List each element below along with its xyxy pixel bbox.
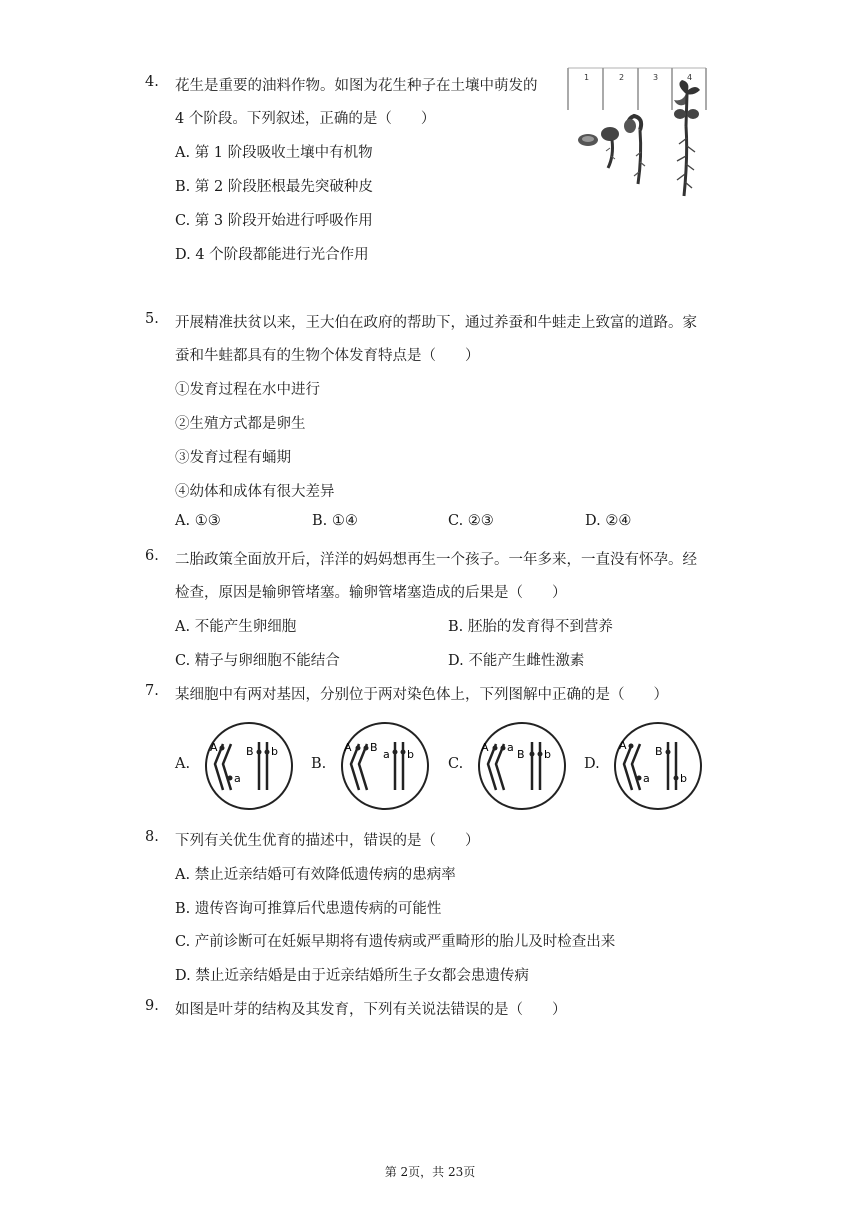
q6-stem-line2: 检查，原因是输卵管堵塞。输卵管堵塞造成的后果是（ ） xyxy=(175,585,567,601)
seed-stage-4 xyxy=(674,80,700,196)
cell-diagram-a xyxy=(203,720,295,812)
stage-label-4: 4 xyxy=(687,73,693,82)
stage-label-1: 1 xyxy=(584,73,590,82)
gene-label-A: A xyxy=(210,741,218,754)
q6-stem-line1: 二胎政策全面放开后，洋洋的妈妈想再生一个孩子。一年多来，一直没有怀孕。经 xyxy=(175,552,697,568)
q7-option-b-letter: B. xyxy=(311,756,327,772)
stage-label-3: 3 xyxy=(653,73,659,82)
cell-diagram-d xyxy=(612,720,704,812)
q6-option-b: B. 胚胎的发育得不到营养 xyxy=(448,619,613,635)
q7-option-c-letter: C. xyxy=(448,756,464,772)
q6-option-c: C. 精子与卵细胞不能结合 xyxy=(175,653,340,669)
gene-label-a: a xyxy=(383,748,390,761)
q9-stem-line1: 如图是叶芽的结构及其发育，下列有关说法错误的是（ ） xyxy=(175,1002,567,1018)
q5-statement-4: ④幼体和成体有很大差异 xyxy=(175,484,335,500)
gene-label-B: B xyxy=(655,745,663,758)
q8-number: 8. xyxy=(145,829,159,845)
gene-label-b: b xyxy=(407,748,414,761)
seed-stage-3 xyxy=(624,116,645,184)
q9-number: 9. xyxy=(145,998,159,1014)
peanut-germination-figure xyxy=(566,66,712,202)
q7-option-a-letter: A. xyxy=(175,756,191,772)
stage-label-2: 2 xyxy=(619,73,625,82)
gene-label-b: b xyxy=(680,772,687,785)
q8-option-a: A. 禁止近亲结婚可有效降低遗传病的患病率 xyxy=(175,867,456,883)
gene-label-a: a xyxy=(507,741,514,754)
gene-label-A: A xyxy=(344,741,352,754)
q5-statement-2: ②生殖方式都是卵生 xyxy=(175,416,306,432)
q5-statement-1: ①发育过程在水中进行 xyxy=(175,382,320,398)
gene-label-a: a xyxy=(234,772,241,785)
q4-stem-line1: 花生是重要的油料作物。如图为花生种子在土壤中萌发的 xyxy=(175,78,538,94)
gene-label-A: A xyxy=(619,739,627,752)
q4-option-d: D. 4 个阶段都能进行光合作用 xyxy=(175,247,369,263)
q7-option-d-letter: D. xyxy=(584,756,600,772)
q8-stem-line1: 下列有关优生优育的描述中，错误的是（ ） xyxy=(175,833,480,849)
q5-option-b: B. ①④ xyxy=(312,513,358,529)
seed-stage-1 xyxy=(578,134,598,146)
gene-label-A: A xyxy=(481,741,489,754)
q4-option-a: A. 第 1 阶段吸收土壤中有机物 xyxy=(175,145,373,161)
gene-label-B: B xyxy=(517,748,525,761)
cell-diagram-b xyxy=(339,720,431,812)
q5-option-a: A. ①③ xyxy=(175,513,221,529)
q8-option-b: B. 遗传咨询可推算后代患遗传病的可能性 xyxy=(175,901,442,917)
q4-option-c: C. 第 3 阶段开始进行呼吸作用 xyxy=(175,213,373,229)
q5-statement-3: ③发育过程有蛹期 xyxy=(175,450,291,466)
seed-stage-2 xyxy=(601,127,619,168)
q4-stem-line2: 4 个阶段。下列叙述，正确的是（ ） xyxy=(175,111,436,127)
gene-label-a: a xyxy=(643,772,650,785)
cell-diagram-c xyxy=(476,720,568,812)
q4-number: 4. xyxy=(145,74,159,90)
q6-number: 6. xyxy=(145,548,159,564)
q5-stem-line2: 蚕和牛蛙都具有的生物个体发育特点是（ ） xyxy=(175,348,480,364)
q4-option-b: B. 第 2 阶段胚根最先突破种皮 xyxy=(175,179,373,195)
q5-stem-line1: 开展精准扶贫以来，王大伯在政府的帮助下，通过养蚕和牛蛙走上致富的道路。家 xyxy=(175,315,697,331)
gene-label-B: B xyxy=(370,741,378,754)
gene-label-B: B xyxy=(246,745,254,758)
q6-option-d: D. 不能产生雌性激素 xyxy=(448,653,585,669)
q7-stem-line1: 某细胞中有两对基因，分别位于两对染色体上，下列图解中正确的是（ ） xyxy=(175,687,668,703)
gene-label-b: b xyxy=(271,745,278,758)
q5-number: 5. xyxy=(145,311,159,327)
q5-option-d: D. ②④ xyxy=(585,513,632,529)
gene-label-b: b xyxy=(544,748,551,761)
q8-option-d: D. 禁止近亲结婚是由于近亲结婚所生子女都会患遗传病 xyxy=(175,968,529,984)
q6-option-a: A. 不能产生卵细胞 xyxy=(175,619,297,635)
q7-number: 7. xyxy=(145,683,159,699)
page-footer: 第 2页，共 23页 xyxy=(384,1165,476,1179)
q8-option-c: C. 产前诊断可在妊娠早期将有遗传病或严重畸形的胎儿及时检查出来 xyxy=(175,934,616,950)
q5-option-c: C. ②③ xyxy=(448,513,494,529)
